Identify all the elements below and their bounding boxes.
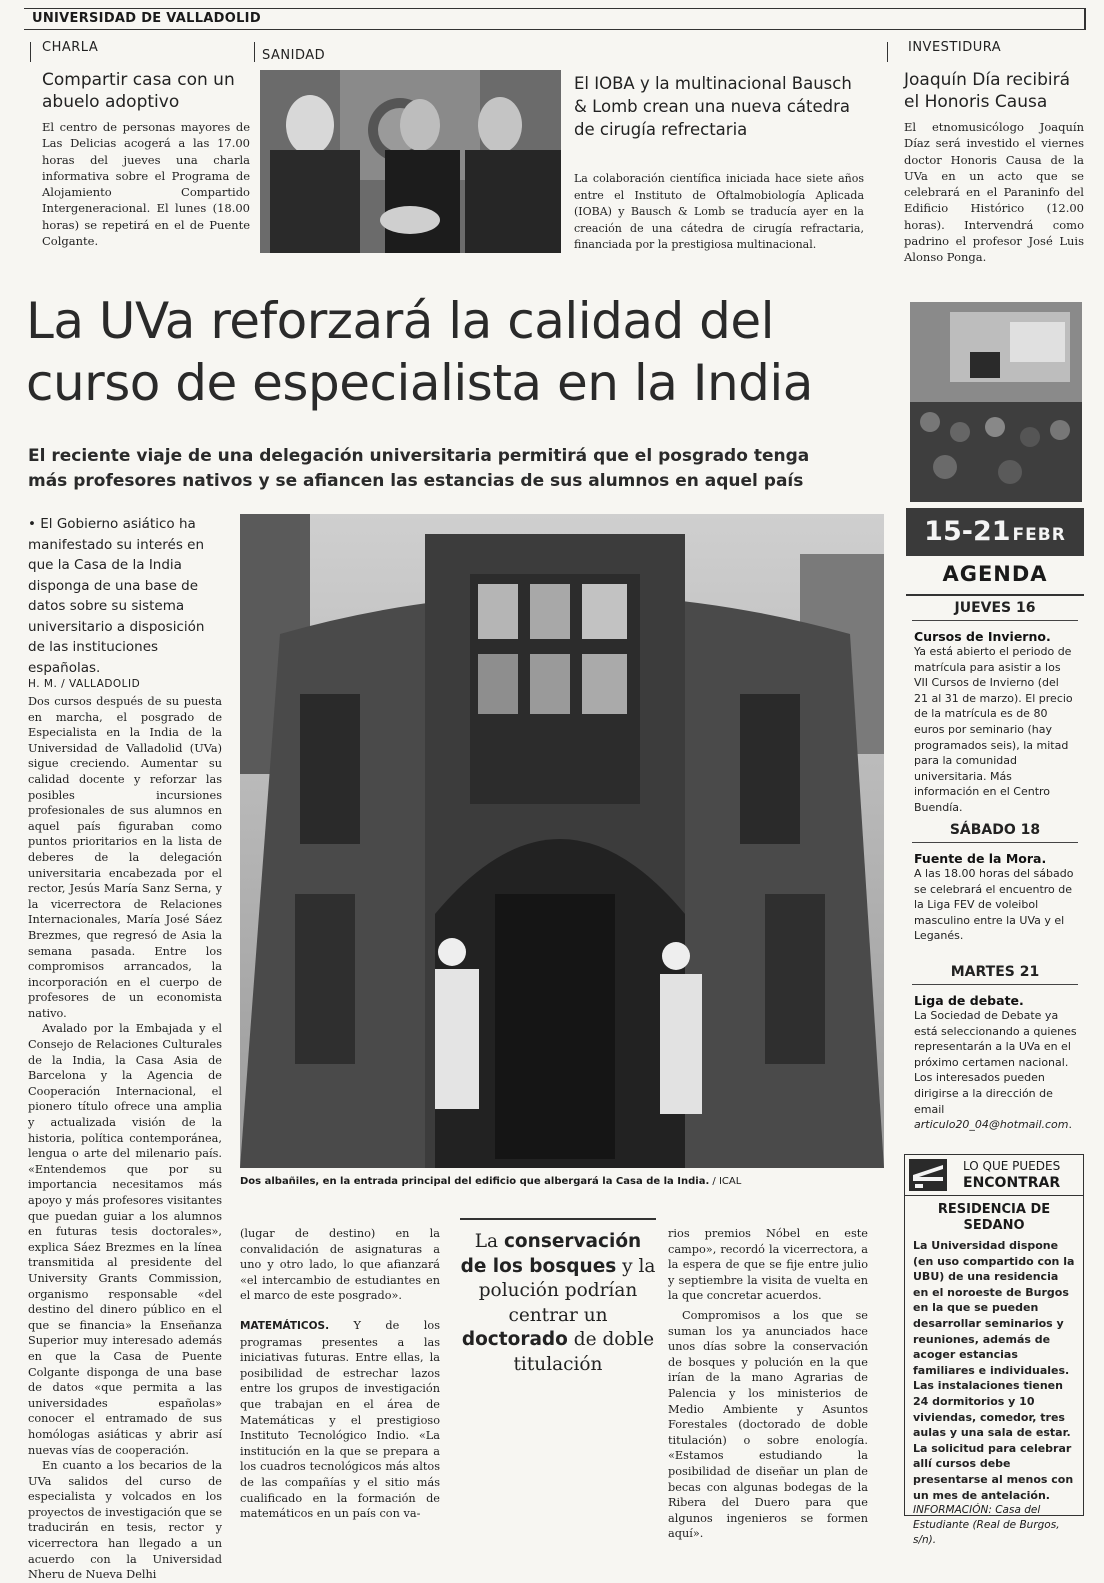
paragraph: Compromisos a los que se suman los ya anunciados hace unos días sobre la conservación de bosques y polución en la que irían de la mano Agrarias de Palencia y los ministerios de Medio Ambiente y Asuntos Forestales (doctorado de doble titulación) o sobre enología. «Estamos estudiando la posibilidad de diseñar un plan de becas con algunas bodegas de la Ribera del Duero para que algunos ingenieros se formen aquí». bbox=[668, 1308, 868, 1541]
brief-body: La colaboración científica iniciada hace siete años entre el Instituto de Oftalmobiología Aplicada (IOBA) y Bausch & Lomb se traducía ayer en la creación de una cátedra de cirugía refractaria, financiada por la prestigiosa multinacional. bbox=[574, 172, 864, 251]
encontrar-title bbox=[905, 1202, 1083, 1234]
brief-body: El etnomusicólogo Joaquín Díaz será investido el viernes doctor Honoris Causa de la UVa en un acto que se celebrará en el Paraninfo del Edificio Histórico (12.00 horas). Intervendrá como padrino el profesor José Luis Alonso Ponga. bbox=[904, 120, 1084, 265]
agenda-month: FEBR bbox=[1012, 525, 1066, 545]
divider bbox=[887, 42, 888, 62]
divider bbox=[30, 42, 31, 62]
agenda-title: AGENDA bbox=[942, 562, 1048, 586]
casa-india-photo bbox=[240, 514, 884, 1168]
agenda-event-body bbox=[914, 1008, 1082, 1133]
subhead-line-2: más profesores nativos y se afiancen las estancias de sus alumnos en aquel país bbox=[28, 471, 804, 491]
brief-tag: INVESTIDURA bbox=[908, 40, 1002, 55]
encontrar-title-line-1: RESIDENCIA DE bbox=[937, 1202, 1051, 1217]
article-column-1 bbox=[28, 694, 222, 1583]
headline-line-2: curso de especialista en la India bbox=[26, 354, 813, 412]
header-rule bbox=[1084, 8, 1086, 30]
article-highlight: • El Gobierno asiático ha manifestado su interés en que la Casa de la India disponga de una base de datos sobre su sistema universitario a disposición de las instituciones españolas. bbox=[28, 516, 205, 676]
agenda-event-body: A las 18.00 horas del sábado se celebrará el encuentro de la Liga FEV de voleibol masculino entre la UVa y el Leganés. bbox=[914, 867, 1074, 943]
byline: H. M. / VALLADOLID bbox=[28, 678, 141, 690]
brief-title: Compartir casa con un abuelo adoptivo bbox=[42, 70, 235, 112]
agenda-photo bbox=[910, 302, 1082, 502]
agenda-day: SÁBADO 18 bbox=[949, 822, 1041, 838]
quote-text: La bbox=[474, 1231, 504, 1252]
brief-body: El centro de personas mayores de Las Delicias acogerá a las 17.00 horas del jueves una charla informativa sobre el Programa de Alojamiento Compartido Intergeneracional. El lunes (18.00 horas) se repetirá en el de Puente Colgante. bbox=[42, 120, 250, 249]
paragraph: Avalado por la Embajada y el Consejo de Relaciones Culturales de la India, la Casa Asia de Barcelona y la Agencia de Cooperación Internacional, el pionero título ofrece una amplia y actualizada visión de la historia, política contemporánea, lengua o arte del milenario país. «Entendemos que por su importancia necesitamos más apoyo y más profesores visitantes que puedan guiar a los alumnos en futuras tesis doctorales», explica Sáez Brezmes en la línea transmitida al presidente del University Grants Commission, organismo responsable «del destino del dinero público en el que se financia» la Enseñanza Superior muy interesado además en que la Casa de Puente Colgante disponga de una base de datos «que permita a las universidades españolas» conocer el entramado de sus homólogas asiáticas y abrir así nuevas vías de cooperación. bbox=[28, 1022, 222, 1457]
agenda-day: JUEVES 16 bbox=[954, 600, 1036, 616]
encontrar-header-line-1: LO QUE PUEDES bbox=[963, 1159, 1061, 1173]
agenda-day: MARTES 21 bbox=[950, 964, 1040, 980]
brief-tag: CHARLA bbox=[42, 40, 99, 55]
section-title: UNIVERSIDAD DE VALLADOLID bbox=[32, 11, 261, 26]
caption-text: Dos albañiles, en la entrada principal del edificio que albergará la Casa de la India. bbox=[240, 1176, 710, 1187]
encontrar-title-line-2: SEDANO bbox=[963, 1218, 1025, 1233]
agenda-event-title: Fuente de la Mora. bbox=[914, 851, 1047, 866]
paragraph-text: Y de los programas presentes a las iniciativas futuras. Entre ellas, la posibilidad de estrechar lazos entre los grupos de investigación que trabajan en el área de Matemáticas y el prestigioso Instituto Tecnológico Indio. «La institución en la que se prepara a los cuadros tecnológicos más altos de las compañías y el sitio más cualificado en la formación de matemáticos en un país con va- bbox=[240, 1318, 440, 1521]
encontrar-body: La Universidad dispone (en uso compartido con la UBU) de una residencia en el noroeste de Burgos en la que se pueden desarrollar seminarios y reuniones, además de acoger estancias familiares e individuales. Las instalaciones tienen 24 dormitorios y 10 viviendas, comedor, tres aulas y una sala de estar. La solicitud para celebrar allí cursos debe presentarse al menos con un mes de antelación. bbox=[913, 1239, 1075, 1502]
paragraph: rios premios Nóbel en este campo», recordó la vicerrectora, a la espera de que se fije entre julio y septiembre la visita de vuelta en la que concretar acuerdos. bbox=[668, 1227, 868, 1303]
article-subhead bbox=[28, 444, 888, 494]
agenda-item-2 bbox=[906, 822, 1084, 944]
quote-text: y la polución podrían centrar un bbox=[478, 1255, 656, 1326]
article-column-3 bbox=[668, 1226, 868, 1542]
subhead-line-1: El reciente viaje de una delegación universitaria permitirá que el posgrado tenga bbox=[28, 446, 810, 466]
brief-investidura bbox=[898, 40, 1088, 266]
brief-charla bbox=[30, 40, 252, 249]
paragraph bbox=[240, 1318, 440, 1522]
encontrar-box bbox=[904, 1154, 1084, 1547]
photo-caption bbox=[240, 1176, 741, 1187]
encontrar-info: INFORMACIÓN: Casa del Estudiante (Real de Burgos, s/n). bbox=[913, 1504, 1060, 1547]
agenda-event-title: Cursos de Invierno. bbox=[914, 629, 1051, 644]
article-headline bbox=[26, 290, 896, 414]
agenda-item-3 bbox=[906, 964, 1084, 1133]
agenda-item-1 bbox=[906, 600, 1084, 816]
logo-icon bbox=[909, 1159, 947, 1191]
brief-title: Joaquín Día recibirá el Honoris Causa bbox=[904, 70, 1070, 112]
photo-credit: / ICAL bbox=[709, 1176, 742, 1187]
ioba-photo bbox=[260, 70, 561, 253]
agenda-event-title: Liga de debate. bbox=[914, 993, 1024, 1008]
page-header bbox=[24, 8, 1086, 30]
paragraph: (lugar de destino) en la convalidación de asignaturas a uno y otro lado, lo que afianzará «el intercambio de estudiantes en el marco de este posgrado». bbox=[240, 1227, 440, 1303]
encontrar-header bbox=[905, 1155, 1083, 1196]
article-column-2 bbox=[240, 1226, 440, 1522]
divider bbox=[254, 42, 255, 62]
brief-sanidad bbox=[574, 72, 864, 254]
agenda-event-text: La Sociedad de Debate ya está seleccionando a quienes representarán a la UVa en el próximo certamen nacional. Los interesados pueden dirigirse a la dirección de email bbox=[914, 1009, 1077, 1116]
quote-text: de doble titulación bbox=[513, 1329, 655, 1375]
pull-quote bbox=[460, 1218, 656, 1377]
run-in-heading: MATEMÁTICOS. bbox=[240, 1319, 330, 1332]
agenda-date-banner bbox=[906, 508, 1084, 556]
agenda-event-body: Ya está abierto el periodo de matrícula para asistir a los VII Cursos de Invierno (del 21 al 31 de marzo). El precio de la matrícula es de 80 euros por seminario (hay programados seis), la mitad para la comunidad universitaria. Más información en el Centro Buendía. bbox=[914, 645, 1073, 814]
conference-room-image bbox=[910, 302, 1082, 502]
building-facade-image bbox=[240, 514, 884, 1168]
quote-emphasis: doctorado bbox=[461, 1329, 568, 1350]
brief-title: El IOBA y la multinacional Bausch & Lomb crean una nueva cátedra de cirugía refrectaria bbox=[574, 74, 852, 139]
agenda-dates: 15-21 bbox=[924, 516, 1011, 547]
agenda-event-text: . bbox=[1068, 1118, 1073, 1132]
quote-emphasis: conservación de los bosques bbox=[460, 1231, 642, 1277]
headline-line-1: La UVa reforzará la calidad del bbox=[26, 292, 775, 350]
handshake-image bbox=[260, 70, 561, 253]
paragraph: En cuanto a los becarios de la UVa salidos del curso de especialista y volcados en los proyectos de investigación que se traducirán en tesis, rector y vicerrectora han llegado a un acuerdo con la Universidad Nheru de Nueva Delhi bbox=[28, 1459, 222, 1582]
encontrar-header-line-2: ENCONTRAR bbox=[963, 1175, 1061, 1191]
agenda-rule bbox=[906, 594, 1084, 596]
email-link[interactable]: articulo20_04@hotmail.com bbox=[914, 1118, 1069, 1132]
paragraph: Dos cursos después de su puesta en marcha, el posgrado de Especialista en la India de la Universidad de Valladolid (UVa) sigue creciendo. Aumentar su calidad docente y reforzar las posibles incursiones profesionales de sus alumnos en aquel país figuraban como puntos prioritarios en la lista de deberes de la delegación universitaria encabezada por el rector, Jesús María Sanz Serna, y la vicerrectora de Relaciones Internacionales, María José Sáez Brezmes, que regresó de Asia la semana pasada. Entre los compromisos arrancados, la incorporación en el cuerpo de profesores de un economista nativo. bbox=[28, 695, 222, 1020]
brief-tag: SANIDAD bbox=[262, 48, 326, 63]
